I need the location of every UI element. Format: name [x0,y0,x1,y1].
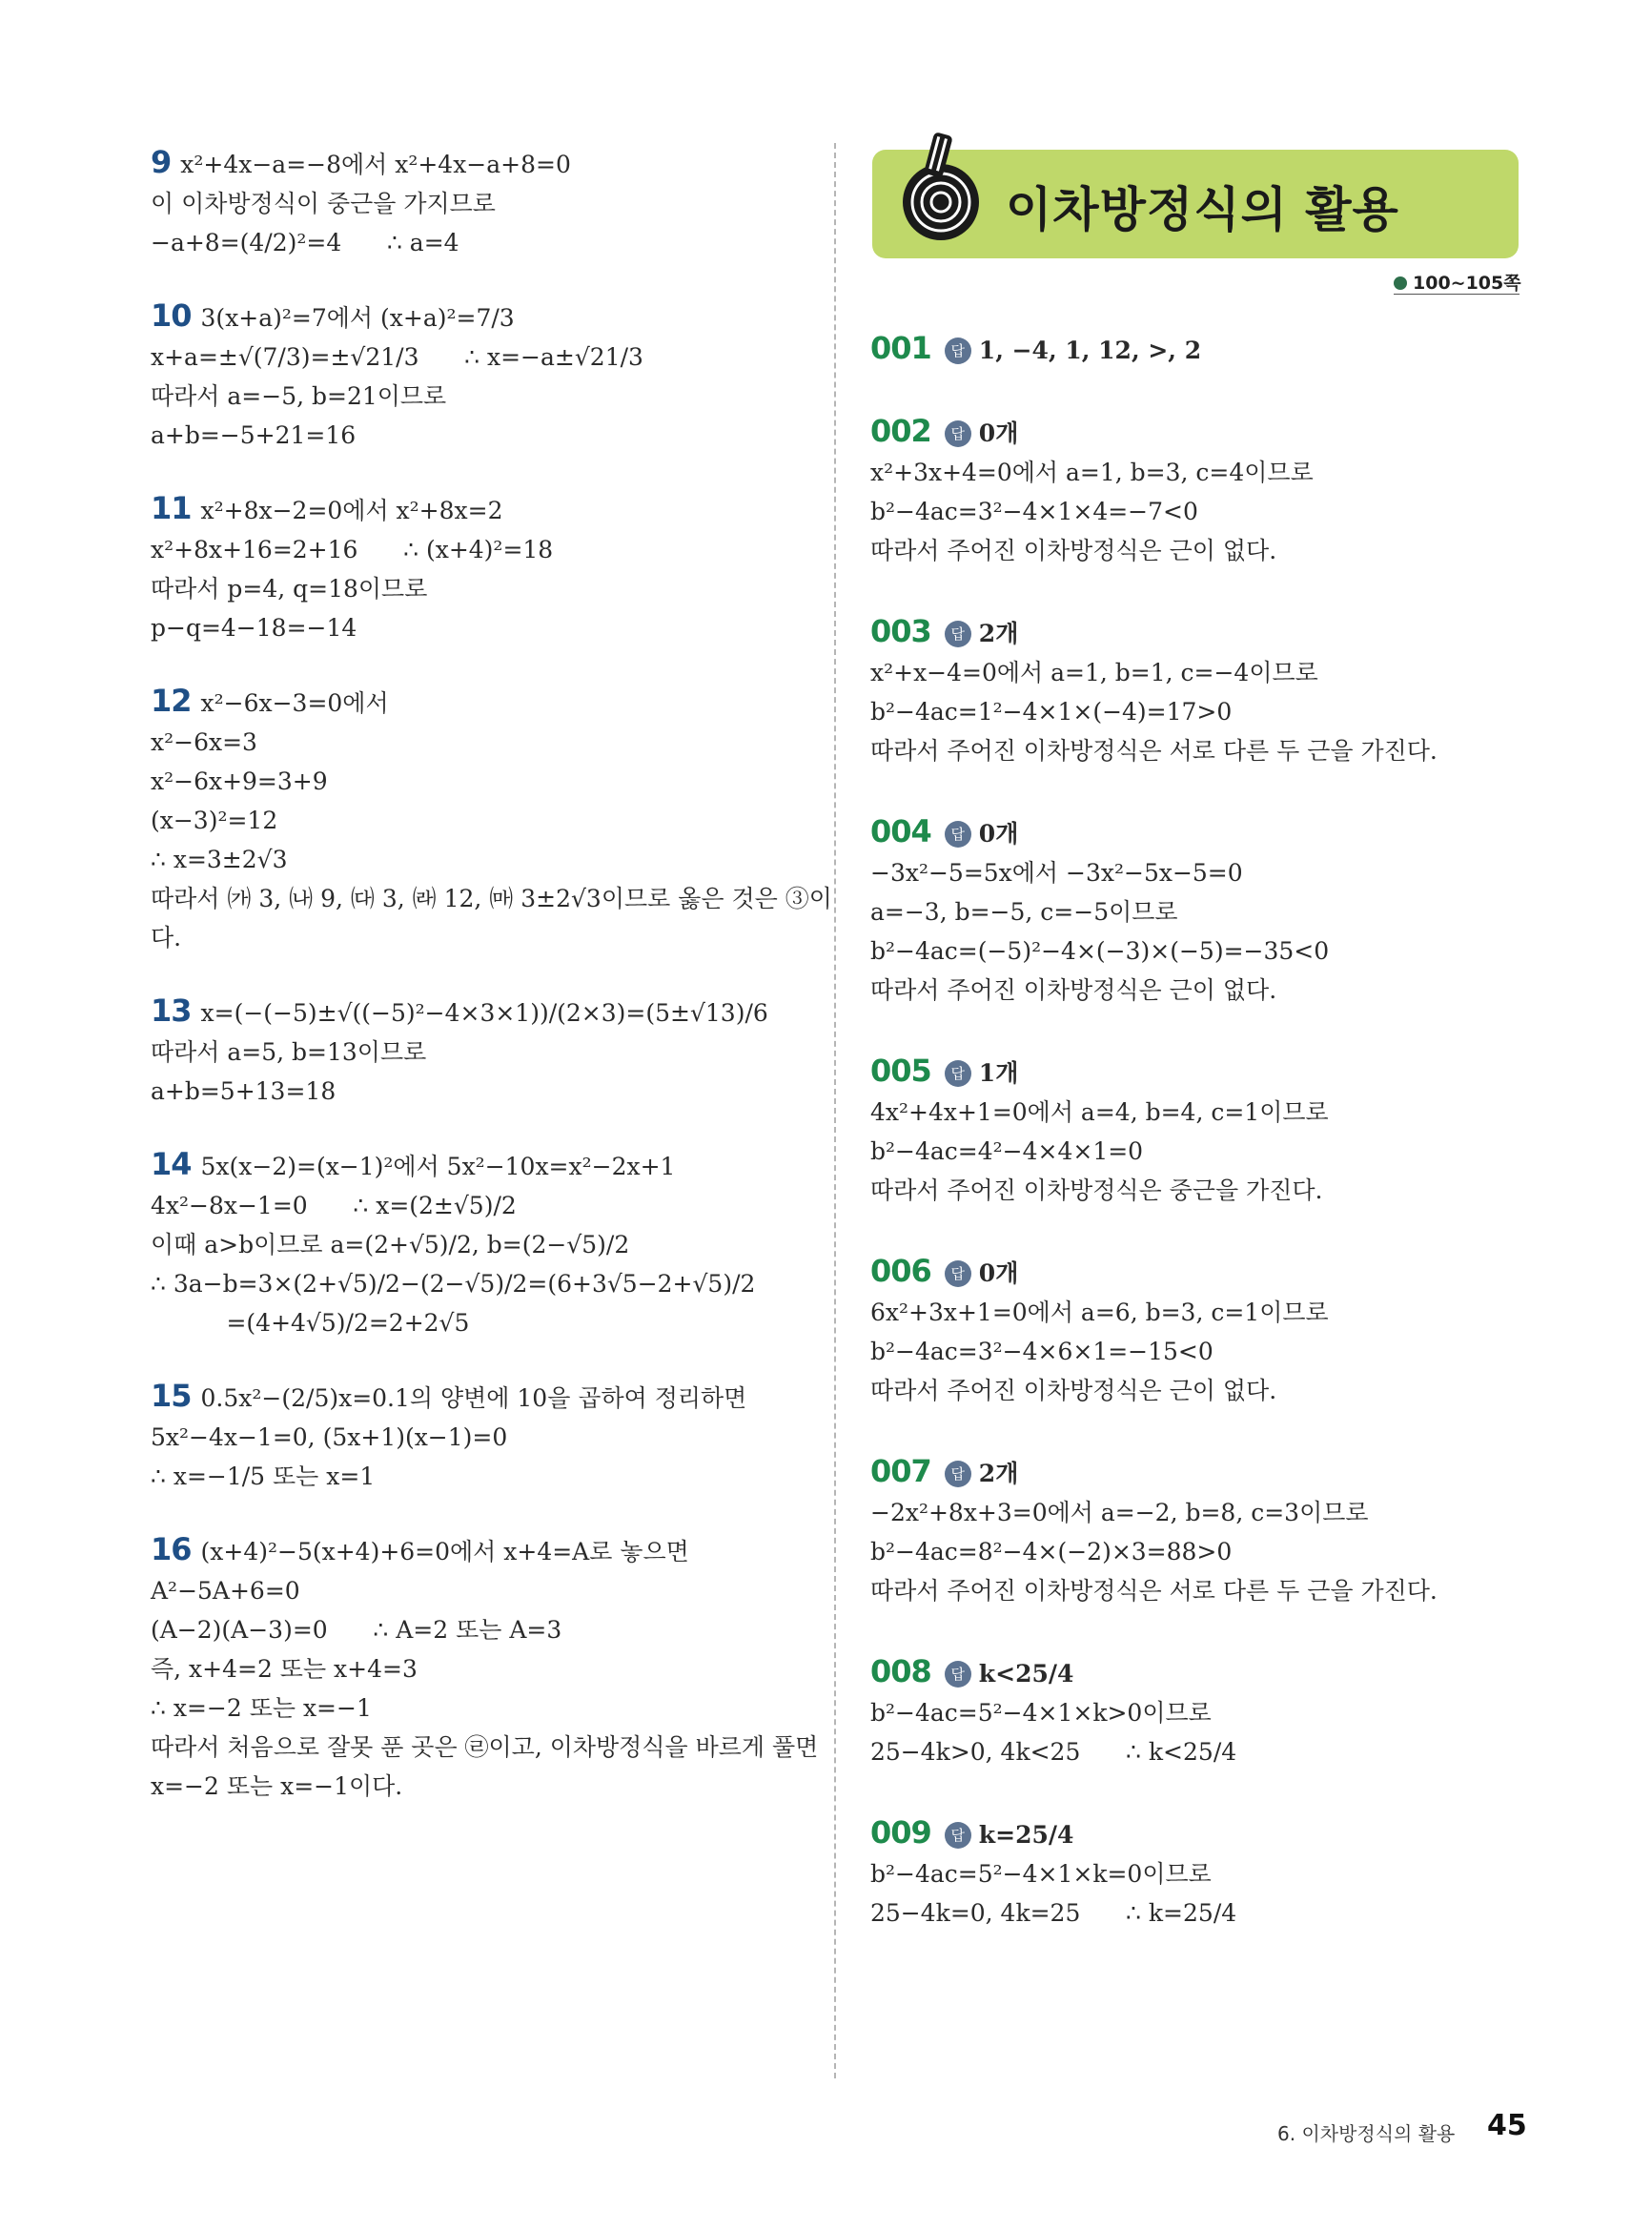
answer-text: 0개 [978,1259,1019,1287]
exercise-heading [870,1813,1528,1854]
solution-line [151,338,808,377]
problem-number: 10 [151,297,192,334]
exercise-block [870,1813,1528,1933]
answer-text: 2개 [978,620,1019,647]
solution-line [151,992,808,1033]
page-ref-icon [1394,276,1407,290]
solution-line: b²−4ac=5²−4×1×k>0이므로 [870,1699,1212,1727]
solution-line: b²−4ac=3²−4×1×4=−7<0 [870,498,1198,525]
exercise-heading [870,812,1528,853]
problem-number: 16 [151,1531,192,1567]
solution-line [151,1033,808,1072]
exercise-heading [870,612,1528,653]
answer-text: k=25/4 [978,1821,1074,1849]
solution-line [151,416,808,455]
problem-number: 12 [151,683,192,719]
right-column [870,329,1528,1974]
solution-line [151,840,808,879]
problem-number: 11 [151,490,192,526]
solution-line: 25−4k=0, 4k=25 ∴ k=25/4 [870,1899,1237,1927]
solution-text: 따라서 ㈎ 3, ㈏ 9, ㈐ 3, ㈑ 12, ㈒ 3±2√3이므로 옳은 것은 ③이 [151,885,832,912]
page-ref-text: 100~105쪽 [1413,273,1521,294]
solution-text: x²+8x+16=2+16 ∴ (x+4)²=18 [151,536,554,563]
solution-text: 따라서 a=5, b=13이므로 [151,1038,427,1066]
exercise-block [870,1052,1528,1210]
solution-line [151,530,808,569]
solution-line [151,682,808,723]
solution-text: x²+4x−a=−8에서 x²+4x−a+8=0 [180,151,571,178]
solution-text: −a+8=(4/2)²=4 ∴ a=4 [151,229,459,256]
solution-text: 5x²−4x−1=0, (5x+1)(x−1)=0 [151,1423,508,1451]
solution-line: 25−4k>0, 4k<25 ∴ k<25/4 [870,1738,1237,1766]
solution-line: b²−4ac=4²−4×4×1=0 [870,1137,1144,1165]
exercise-block [870,612,1528,770]
exercise-heading [870,1652,1528,1693]
answer-badge: 답 [945,1461,971,1487]
solution-text: 이 이차방정식이 중근을 가지므로 [151,190,496,217]
solution-line: 따라서 주어진 이차방정식은 근이 없다. [870,537,1277,564]
problem-number: 15 [151,1378,192,1414]
solution-line [151,608,808,647]
solution-line [151,1225,808,1264]
solution-text: ∴ x=−2 또는 x=−1 [151,1694,372,1722]
solution-line: x²+x−4=0에서 a=1, b=1, c=−4이므로 [870,659,1318,686]
solution-line: x²+3x+4=0에서 a=1, b=3, c=4이므로 [870,459,1314,486]
solution-text: a+b=5+13=18 [151,1077,337,1105]
answer-text: 1개 [978,1059,1019,1087]
answer-text: 0개 [978,419,1019,447]
answer-badge: 답 [945,338,971,364]
solution-text: 3(x+a)²=7에서 (x+a)²=7/3 [200,304,515,332]
answer-badge: 답 [945,1260,971,1287]
solution-text: a+b=−5+21=16 [151,421,357,449]
exercise-block [870,329,1528,370]
solution-text: p−q=4−18=−14 [151,614,357,642]
solution-text: 즉, x+4=2 또는 x+4=3 [151,1655,418,1683]
section-number-6-icon [891,124,987,248]
exercise-heading [870,1052,1528,1093]
problem-number: 13 [151,992,192,1029]
section-title: 이차방정식의 활용 [1006,182,1399,237]
solution-line [151,143,808,184]
solution-line: 4x²+4x+1=0에서 a=4, b=4, c=1이므로 [870,1098,1329,1126]
exercise-heading [870,329,1528,370]
problem-block [151,682,832,957]
exercise-number: 004 [870,813,931,849]
page-number: 45 [1487,2109,1527,2142]
solution-text: 따라서 p=4, q=18이므로 [151,575,428,603]
problem-block [151,992,808,1111]
solution-line [151,1767,808,1806]
exercise-block [870,412,1528,570]
solution-line [151,1610,808,1649]
solution-line: b²−4ac=1²−4×1×(−4)=17>0 [870,698,1233,726]
solution-line [151,879,832,918]
solution-line [151,1457,808,1496]
exercise-block [870,1452,1528,1610]
solution-text: x+a=±√(7/3)=±√21/3 ∴ x=−a±√21/3 [151,343,643,371]
solution-line [151,223,808,262]
solution-text: ∴ x=3±2√3 [151,846,288,873]
exercise-heading [870,1452,1528,1493]
solution-text: 0.5x²−(2/5)x=0.1의 양변에 10을 곱하여 정리하면 [200,1384,747,1412]
exercise-number: 001 [870,330,931,366]
exercise-number: 003 [870,613,931,649]
solution-line: 따라서 주어진 이차방정식은 근이 없다. [870,1377,1277,1404]
solution-line [151,918,808,957]
solution-line: 6x²+3x+1=0에서 a=6, b=3, c=1이므로 [870,1299,1329,1326]
exercise-heading [870,1252,1528,1293]
solution-line [151,377,808,416]
column-divider [834,143,836,2078]
solution-text: 4x²−8x−1=0 ∴ x=(2±√5)/2 [151,1192,517,1219]
solution-text: 5x(x−2)=(x−1)²에서 5x²−10x=x²−2x+1 [200,1153,676,1180]
solution-text: x²−6x=3 [151,728,257,756]
answer-text: 1, −4, 1, 12, >, 2 [978,337,1202,364]
solution-text: 이때 a>b이므로 a=(2+√5)/2, b=(2−√5)/2 [151,1231,630,1258]
solution-text: x=(−(−5)±√((−5)²−4×3×1))/(2×3)=(5±√13)/6 [200,999,768,1027]
solution-line: 따라서 주어진 이차방정식은 서로 다른 두 근을 가진다. [870,1577,1438,1605]
solution-line: b²−4ac=5²−4×1×k=0이므로 [870,1860,1212,1888]
problem-block [151,1145,808,1342]
solution-line: 따라서 주어진 이차방정식은 근이 없다. [870,976,1277,1004]
exercise-number: 007 [870,1453,931,1489]
solution-text: x²−6x+9=3+9 [151,767,328,795]
solution-text: ∴ 3a−b=3×(2+√5)/2−(2−√5)/2=(6+3√5−2+√5)/2 [151,1270,756,1298]
solution-line: a=−3, b=−5, c=−5이므로 [870,898,1178,926]
problem-number: 9 [151,144,172,180]
solution-line: −2x²+8x+3=0에서 a=−2, b=8, c=3이므로 [870,1499,1369,1526]
problem-number: 14 [151,1146,192,1182]
solution-text: 따라서 a=−5, b=21이므로 [151,382,447,410]
solution-line [151,569,808,608]
solution-line [151,1072,808,1111]
solution-text: x²+8x−2=0에서 x²+8x=2 [200,497,503,524]
solution-line: 따라서 주어진 이차방정식은 서로 다른 두 근을 가진다. [870,737,1438,765]
solution-line [151,1186,808,1225]
page-ref-underline [1394,294,1519,295]
solution-text: x=−2 또는 x=−1이다. [151,1772,403,1800]
solution-line [151,1571,808,1610]
answer-text: 0개 [978,820,1019,848]
problem-block [151,143,808,262]
solution-line: −3x²−5=5x에서 −3x²−5x−5=0 [870,859,1243,887]
exercise-number: 006 [870,1253,931,1289]
solution-text: (x+4)²−5(x+4)+6=0에서 x+4=A로 놓으면 [200,1538,689,1565]
solution-line [151,184,808,223]
solution-line [151,801,808,840]
exercise-number: 005 [870,1053,931,1089]
answer-badge: 답 [945,1060,971,1087]
exercise-heading [870,412,1528,453]
solution-line [151,1649,808,1688]
solution-line [151,1530,808,1571]
solution-text: ∴ x=−1/5 또는 x=1 [151,1463,376,1490]
exercise-block [870,812,1528,1010]
solution-text: x²−6x−3=0에서 [200,689,389,717]
answer-badge: 답 [945,1661,971,1688]
problem-block [151,1377,808,1496]
footer-section-title: 6. 이차방정식의 활용 [1277,2122,1456,2145]
solution-line: b²−4ac=8²−4×(−2)×3=88>0 [870,1538,1233,1565]
answer-badge: 답 [945,420,971,447]
solution-line [151,1728,819,1767]
solution-text: =(4+4√5)/2=2+2√5 [151,1309,470,1337]
solution-text: (x−3)²=12 [151,807,278,834]
problem-block [151,489,808,647]
solution-line [151,489,808,530]
answer-text: 2개 [978,1460,1019,1487]
solution-text: 다. [151,924,182,951]
exercise-number: 002 [870,413,931,449]
solution-text: (A−2)(A−3)=0 ∴ A=2 또는 A=3 [151,1616,562,1644]
answer-badge: 답 [945,1822,971,1849]
solution-line [151,1418,808,1457]
solution-line [151,723,808,762]
solution-line: b²−4ac=(−5)²−4×(−3)×(−5)=−35<0 [870,937,1330,965]
problem-block [151,297,808,455]
solution-line [151,1303,808,1342]
solution-line [151,1377,808,1418]
exercise-block [870,1652,1528,1771]
solution-line [151,1688,808,1728]
solution-line: 따라서 주어진 이차방정식은 중근을 가진다. [870,1176,1323,1204]
solution-line [151,762,808,801]
solution-line [151,1264,808,1303]
answer-text: k<25/4 [978,1660,1074,1688]
page-reference [1394,269,1521,295]
answer-badge: 답 [945,621,971,647]
answer-badge: 답 [945,821,971,848]
exercise-block [870,1252,1528,1410]
problem-block [151,1530,819,1806]
solution-line [151,297,808,338]
solution-text: A²−5A+6=0 [151,1577,300,1605]
solution-line: b²−4ac=3²−4×6×1=−15<0 [870,1338,1214,1365]
solution-line [151,1145,808,1186]
solution-text: 따라서 처음으로 잘못 푼 곳은 ㉣이고, 이차방정식을 바르게 풀면 [151,1733,819,1761]
exercise-number: 009 [870,1814,931,1851]
exercise-number: 008 [870,1653,931,1689]
left-column [151,143,832,1840]
